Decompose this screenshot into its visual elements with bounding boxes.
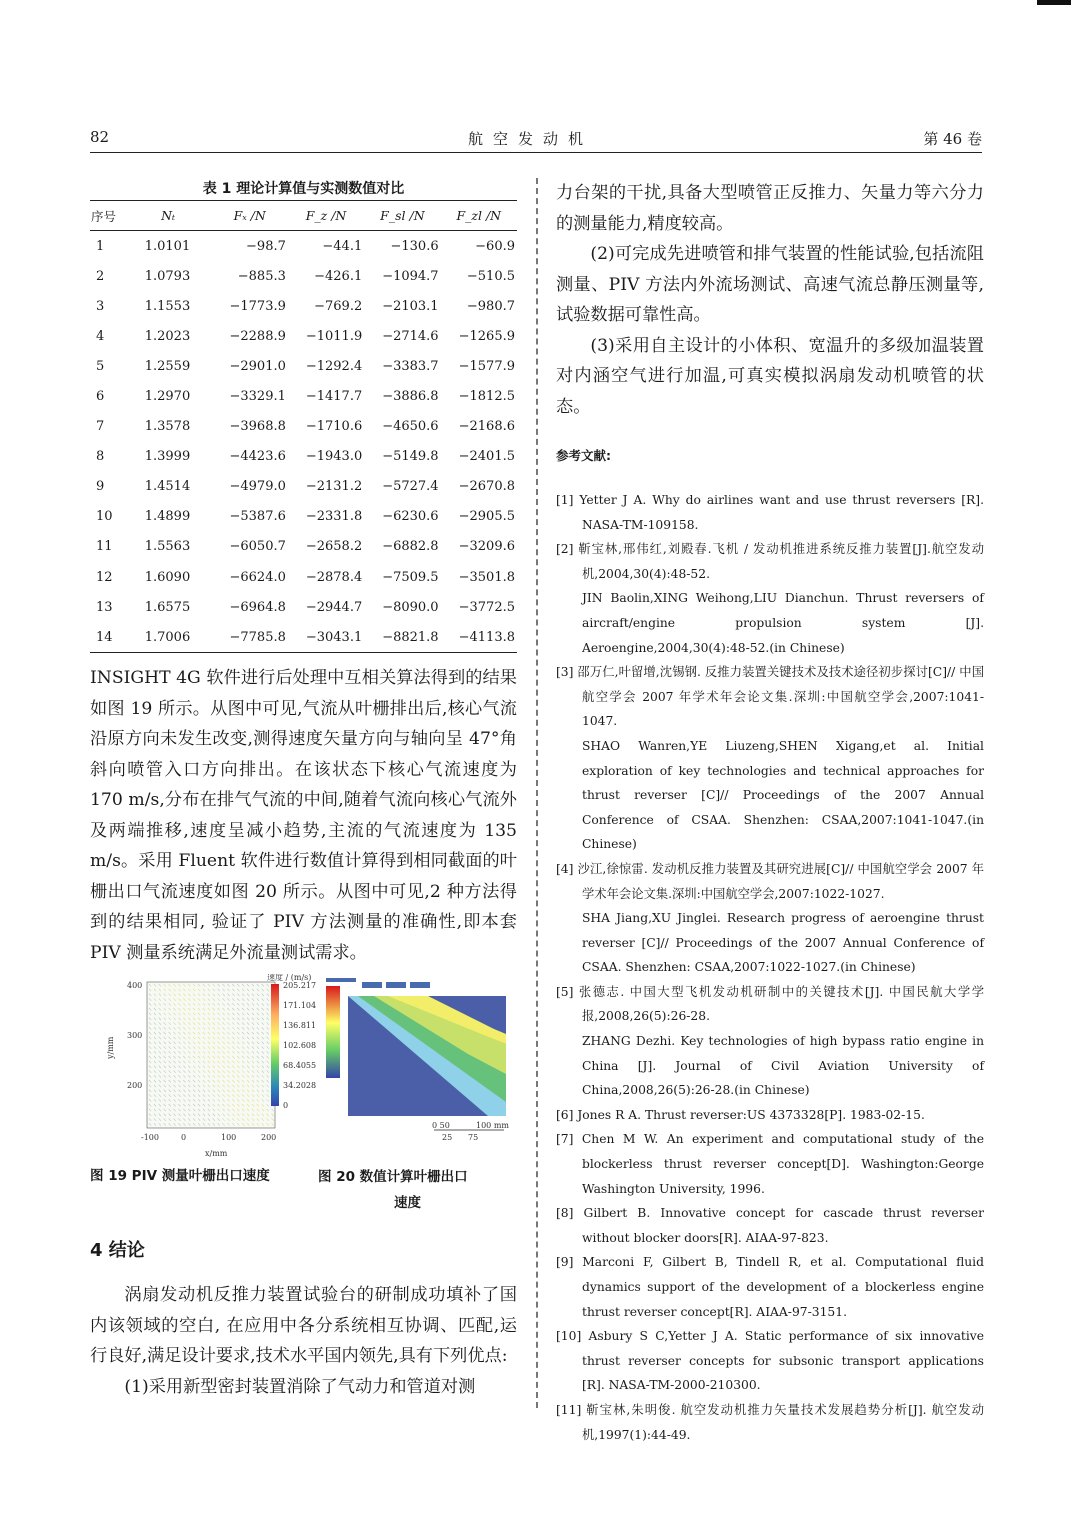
comparison-table — [90, 200, 517, 653]
journal-title: 航空发动机 — [468, 130, 594, 148]
fig20-legend-swatch — [326, 978, 356, 982]
table-cell: 1.4899 — [144, 509, 191, 525]
right-column — [556, 178, 984, 1447]
reference-text: ZHANG Dezhi. Key technologies of high bypass ratio engine in China [J]. Journal of Civil Aviation University of China,2008,26(5):26-28.(in Chinese) — [582, 1034, 984, 1098]
table-cell: −2331.8 — [305, 509, 363, 525]
table-cell: 1.3578 — [144, 419, 191, 435]
table-cell: −7785.8 — [229, 629, 286, 645]
table-cell: 14 — [96, 629, 113, 645]
reference-text: [11] 靳宝林,朱明俊. 航空发动机推力矢量技术发展趋势分析[J]. 航空发动机,1997(1):44-49. — [556, 1402, 984, 1442]
fig19-caption: 图 19 PIV 测量叶栅出口速度 — [90, 1168, 270, 1185]
reference-text: [10] Asbury S C,Yetter J A. Static performance of six innovative thrust reverser concepts for subsonic transport applications [R]. NASA-TM-2000-210300. — [556, 1329, 984, 1393]
fig19-x-tick: -100 — [141, 1133, 159, 1143]
conclusion-paragraph-1: 涡扇发动机反推力装置试验台的研制成功填补了国内该领域的空白, 在应用中各分系统相互协调、匹配,运行良好,满足设计要求,技术水平国内领先,具有下列优点: — [90, 1285, 517, 1367]
reference-item — [556, 488, 984, 537]
fig20-scale-right: 100 mm — [476, 1121, 509, 1131]
table-cell: −8821.8 — [382, 629, 439, 645]
table-cell: −4650.6 — [382, 419, 439, 435]
table-cell: −2905.5 — [458, 509, 515, 525]
table-row — [90, 351, 517, 381]
table-cell: 1.6090 — [144, 569, 191, 585]
table-cell: −3501.8 — [458, 569, 515, 585]
conclusion-paragraph-2: (1)采用新型密封装置消除了气动力和管道对测 — [124, 1376, 476, 1397]
table-cell: 5 — [96, 358, 105, 374]
references-title: 参考文献: — [556, 448, 611, 463]
table-cell: −4423.6 — [229, 449, 286, 465]
reference-text: [6] Jones R A. Thrust reverser:US 4373328[P]. 1983-02-15. — [556, 1107, 925, 1122]
table-row — [90, 291, 517, 321]
table-cell: −3329.1 — [229, 389, 286, 405]
table-cell: 4 — [96, 328, 105, 344]
conclusion-item-3: (3)采用自主设计的小体积、宽温升的多级加温装置对内涵空气进行加温,可真实模拟涡扇发动机喷管的状态。 — [556, 335, 984, 417]
fig19-x-tick: 100 — [221, 1133, 237, 1143]
fig19-y-tick: 200 — [127, 1081, 143, 1091]
table-header-cell: F_zl /N — [456, 208, 502, 223]
reference-text: [8] Gilbert B. Innovative concept for cascade thrust reverser without blocker doors[R]. AIAA-97-823. — [556, 1206, 984, 1245]
table-row — [90, 622, 517, 653]
reference-text: [1] Yetter J A. Why do airlines want and use thrust reversers [R]. NASA-TM-109158. — [556, 493, 984, 532]
fig20-caption-line1: 图 20 数值计算叶栅出口 — [318, 1169, 468, 1186]
left-column — [90, 178, 517, 1402]
table-cell: 1.5563 — [144, 539, 191, 555]
table-cell: −980.7 — [466, 298, 515, 314]
fig20-blade-3 — [410, 982, 430, 988]
table-cell: −3383.7 — [382, 358, 439, 374]
table-header-cell: F_z /N — [305, 208, 347, 223]
table-cell: −1265.9 — [458, 328, 515, 344]
table-header-cell: F_sl /N — [380, 208, 425, 223]
table-cell: −5727.4 — [382, 479, 439, 495]
references-list — [556, 488, 984, 1447]
table-cell: −769.2 — [314, 298, 363, 314]
fig19-colorbar-label: 171.104 — [283, 1001, 317, 1011]
reference-item — [556, 857, 984, 980]
table-cell: −2658.2 — [305, 539, 363, 555]
fig20-scale-sub-right: 75 — [468, 1133, 479, 1143]
fig19-colorbar-label: 34.2028 — [283, 1081, 317, 1091]
table-row — [90, 381, 517, 411]
table-header-row — [90, 201, 517, 231]
table-cell: −1943.0 — [305, 449, 363, 465]
table-cell: −3043.1 — [305, 629, 363, 645]
table-cell: −8090.0 — [382, 599, 439, 615]
table-cell: 11 — [96, 539, 113, 555]
table-cell: −3209.6 — [458, 539, 515, 555]
table-cell: −3886.8 — [382, 389, 439, 405]
table-cell: 1 — [96, 238, 105, 254]
table-cell: 1.4514 — [144, 479, 191, 495]
table-header-cell: 序号 — [91, 208, 117, 224]
fig19-colorbar-title: 速度 / (m/s) — [267, 974, 312, 983]
table-cell: −98.7 — [246, 238, 286, 254]
reference-text: [9] Marconi F, Gilbert B, Tindell R, et al. Computational fluid dynamics support of the development of a blockerless engine thrust reverser concept[R]. AIAA-97-3151. — [556, 1255, 984, 1319]
fig19-y-ticks — [127, 981, 142, 1090]
table-row — [90, 442, 517, 472]
fig19-y-tick: 300 — [127, 1031, 143, 1041]
reference-text: SHAO Wanren,YE Liuzeng,SHEN Xigang,et al. Initial exploration of key technologies and technical approaches for thrust reverser [C]// Proceedings of the 2007 Annual Conference of CSAA. Shenzhen: CSAA,2007:1041-1047.(in Chinese) — [582, 738, 984, 852]
table-cell: −885.3 — [237, 268, 286, 284]
reference-item — [556, 1250, 984, 1324]
table-cell: −6050.7 — [229, 539, 286, 555]
reference-item — [556, 1103, 984, 1128]
section-title: 4 结论 — [90, 1240, 145, 1262]
fig20-blade-2 — [386, 982, 406, 988]
fig19-xlabel: x/mm — [205, 1149, 228, 1159]
table-cell: 3 — [96, 298, 105, 314]
body-paragraph: INSIGHT 4G 软件进行后处理中互相关算法得到的结果如图 19 所示。从图中可见,气流从叶栅排出后,核心气流沿原方向未发生改变,测得速度矢量方向与轴向呈 47°角斜向喷管入口方向排出。在该状态下核心气流速度为 170 m/s,分布在排气气流的中间,随着气流向核心气流外及两端推移,速度呈减小趋势,主流的气流速度为 135 m/s。采用 Fluent 软件进行数值计算得到相同截面的叶栅出口气流速度如图 20 所示。从图中可见,2 种方法得到的结果相同, 验证了 PIV 方法测量的准确性,即本套 PIV 测量系统满足外流量测试需求。 — [90, 668, 517, 963]
table-row — [90, 532, 517, 562]
conclusion-continued: 力台架的干扰,具备大型喷管正反推力、矢量力等六分力的测量能力,精度较高。 — [556, 183, 984, 234]
table-cell: 12 — [96, 569, 113, 585]
table-cell: −2878.4 — [305, 569, 363, 585]
table-cell: 1.3999 — [144, 449, 191, 465]
table-cell: 2 — [96, 268, 105, 284]
table-caption: 表 1 理论计算值与实测数值对比 — [202, 181, 405, 197]
fig20-colorbar — [326, 986, 340, 1078]
reference-item — [556, 980, 984, 1103]
table-cell: −130.6 — [390, 238, 439, 254]
reference-text: [4] 沙江,徐惊雷. 发动机反推力装置及其研究进展[C]// 中国航空学会 2007 年学术年会论文集.深圳:中国航空学会,2007:1022-1027. — [556, 861, 984, 901]
reference-text: [3] 邵万仁,叶留增,沈锡钢. 反推力装置关键技术及技术途径初步探讨[C]// 中国航空学会 2007 年学术年会论文集.深圳:中国航空学会,2007:1041-1047. — [556, 665, 984, 729]
table-cell: 1.6575 — [144, 599, 191, 615]
table-cell: −2401.5 — [458, 449, 515, 465]
reference-text: [5] 张德志. 中国大型飞机发动机研制中的关键技术[J]. 中国民航大学学报,2008,26(5):26-28. — [556, 984, 984, 1024]
table-row — [90, 562, 517, 592]
table-cell: −1094.7 — [382, 268, 439, 284]
table-cell: 10 — [96, 509, 113, 525]
reference-text: [7] Chen M W. An experiment and computational study of the blockerless thrust reverser concept[D]. Washington:George Washington University, 1996. — [556, 1132, 984, 1196]
table-cell: −510.5 — [466, 268, 515, 284]
fig19-ylabel: y/mm — [106, 1036, 115, 1060]
column-divider — [536, 178, 538, 1408]
table-row — [90, 592, 517, 622]
reference-item — [556, 537, 984, 660]
fig19-plot-area — [147, 982, 275, 1128]
reference-item — [556, 1201, 984, 1250]
fig20-blade-1 — [362, 982, 382, 988]
table-cell: 1.0101 — [144, 238, 191, 254]
volume-label: 第 46 卷 — [923, 130, 982, 148]
table-cell: −4979.0 — [229, 479, 286, 495]
table-cell: 1.2559 — [144, 358, 191, 374]
fig20-caption — [318, 1164, 518, 1216]
fig19-colorbar-label: 136.811 — [283, 1021, 317, 1031]
page-header — [90, 126, 982, 153]
table-row — [90, 261, 517, 291]
fig20-scale-sub-left: 25 — [442, 1133, 453, 1143]
table-cell: 1.2970 — [144, 389, 191, 405]
table-cell: 9 — [96, 479, 105, 495]
table-cell: 6 — [96, 389, 105, 405]
table-cell: −1710.6 — [305, 419, 363, 435]
fig20-scale-left: 0 50 — [432, 1121, 450, 1131]
table-row — [90, 472, 517, 502]
corner-mark — [1037, 0, 1071, 5]
table-cell: −5149.8 — [382, 449, 439, 465]
table-cell: 8 — [96, 449, 105, 465]
table-cell: −6964.8 — [229, 599, 286, 615]
table-cell: −6882.8 — [382, 539, 439, 555]
table-body — [90, 231, 517, 653]
table-cell: −4113.8 — [458, 629, 515, 645]
table-cell: −3772.5 — [458, 599, 515, 615]
table-cell: −1417.7 — [305, 389, 363, 405]
table-cell: 1.1553 — [144, 298, 191, 314]
fig20-caption-line2: 速度 — [394, 1195, 421, 1212]
table-cell: −2944.7 — [305, 599, 363, 615]
fig19-x-tick: 200 — [261, 1133, 277, 1143]
fig19-y-tick: 400 — [127, 981, 143, 991]
table-cell: −1292.4 — [305, 358, 363, 374]
table-cell: −2168.6 — [458, 419, 515, 435]
table-cell: 1.2023 — [144, 328, 191, 344]
table-cell: −426.1 — [314, 268, 363, 284]
table-cell: 1.0793 — [144, 268, 191, 284]
table-cell: −7509.5 — [382, 569, 439, 585]
table-cell: −2131.2 — [305, 479, 363, 495]
reference-item — [556, 1127, 984, 1201]
conclusion-item-2: (2)可完成先进喷管和排气装置的性能试验,包括流阻测量、PIV 方法内外流场测试、高速气流总静压测量等,试验数据可靠性高。 — [556, 244, 984, 325]
table-cell: 7 — [96, 419, 105, 435]
table-cell: −2670.8 — [458, 479, 515, 495]
fig19-colorbar-label: 68.4055 — [283, 1061, 317, 1071]
table-cell: −1773.9 — [229, 298, 286, 314]
table-cell: 1.7006 — [144, 629, 191, 645]
reference-item — [556, 1324, 984, 1398]
table-header-cell: Nₜ — [161, 208, 176, 223]
table-cell: −5387.6 — [229, 509, 286, 525]
table-cell: −1577.9 — [458, 358, 515, 374]
table-cell: −60.9 — [475, 238, 515, 254]
fig19-colorbar-label: 102.608 — [283, 1041, 317, 1051]
reference-text: [2] 靳宝林,邢伟红,刘殿春.飞机 / 发动机推进系统反推力装置[J].航空发动机,2004,30(4):48-52. — [556, 542, 984, 581]
table-cell: −6230.6 — [382, 509, 439, 525]
table-cell: −2714.6 — [382, 328, 439, 344]
table-cell: −3968.8 — [229, 419, 286, 435]
page-number: 82 — [90, 128, 110, 146]
fig19-piv-plot — [90, 974, 350, 1158]
reference-item — [556, 660, 984, 857]
table-cell: −1011.9 — [305, 328, 363, 344]
table-row — [90, 321, 517, 351]
table-row — [90, 412, 517, 442]
fig19-colorbar-label: 205.217 — [283, 981, 317, 991]
table-header-cell: Fₓ /N — [233, 208, 266, 223]
table-row — [90, 231, 517, 262]
table-cell: 13 — [96, 599, 113, 615]
fig19-colorbar — [271, 984, 279, 1106]
table-cell: −44.1 — [322, 238, 363, 254]
table-cell: −6624.0 — [229, 569, 286, 585]
fig19-x-tick: 0 — [181, 1133, 187, 1143]
reference-item — [556, 1398, 984, 1447]
table-cell: −2288.9 — [229, 328, 286, 344]
fig19-x-ticks — [141, 1133, 276, 1142]
table-row — [90, 502, 517, 532]
reference-text: JIN Baolin,XING Weihong,LIU Dianchun. Thrust reversers of aircraft/engine propulsion system [J]. Aeroengine,2004,30(4):48-52.(in Chinese) — [582, 591, 984, 655]
fig20-cfd-plot — [318, 974, 518, 1158]
table-cell: −2901.0 — [229, 358, 286, 374]
table-cell: −2103.1 — [382, 298, 439, 314]
fig19-colorbar-label: 0 — [283, 1101, 289, 1111]
table-cell: −1812.5 — [458, 389, 515, 405]
figures-row — [90, 974, 517, 1234]
fig19-colorbar-labels — [283, 981, 316, 1110]
reference-text: SHA Jiang,XU Jinglei. Research progress of aeroengine thrust reverser [C]// Proceedings of the 2007 Annual Conference of CSAA. Shenzhen: CSAA,2007:1022-1027.(in Chinese) — [582, 911, 984, 975]
